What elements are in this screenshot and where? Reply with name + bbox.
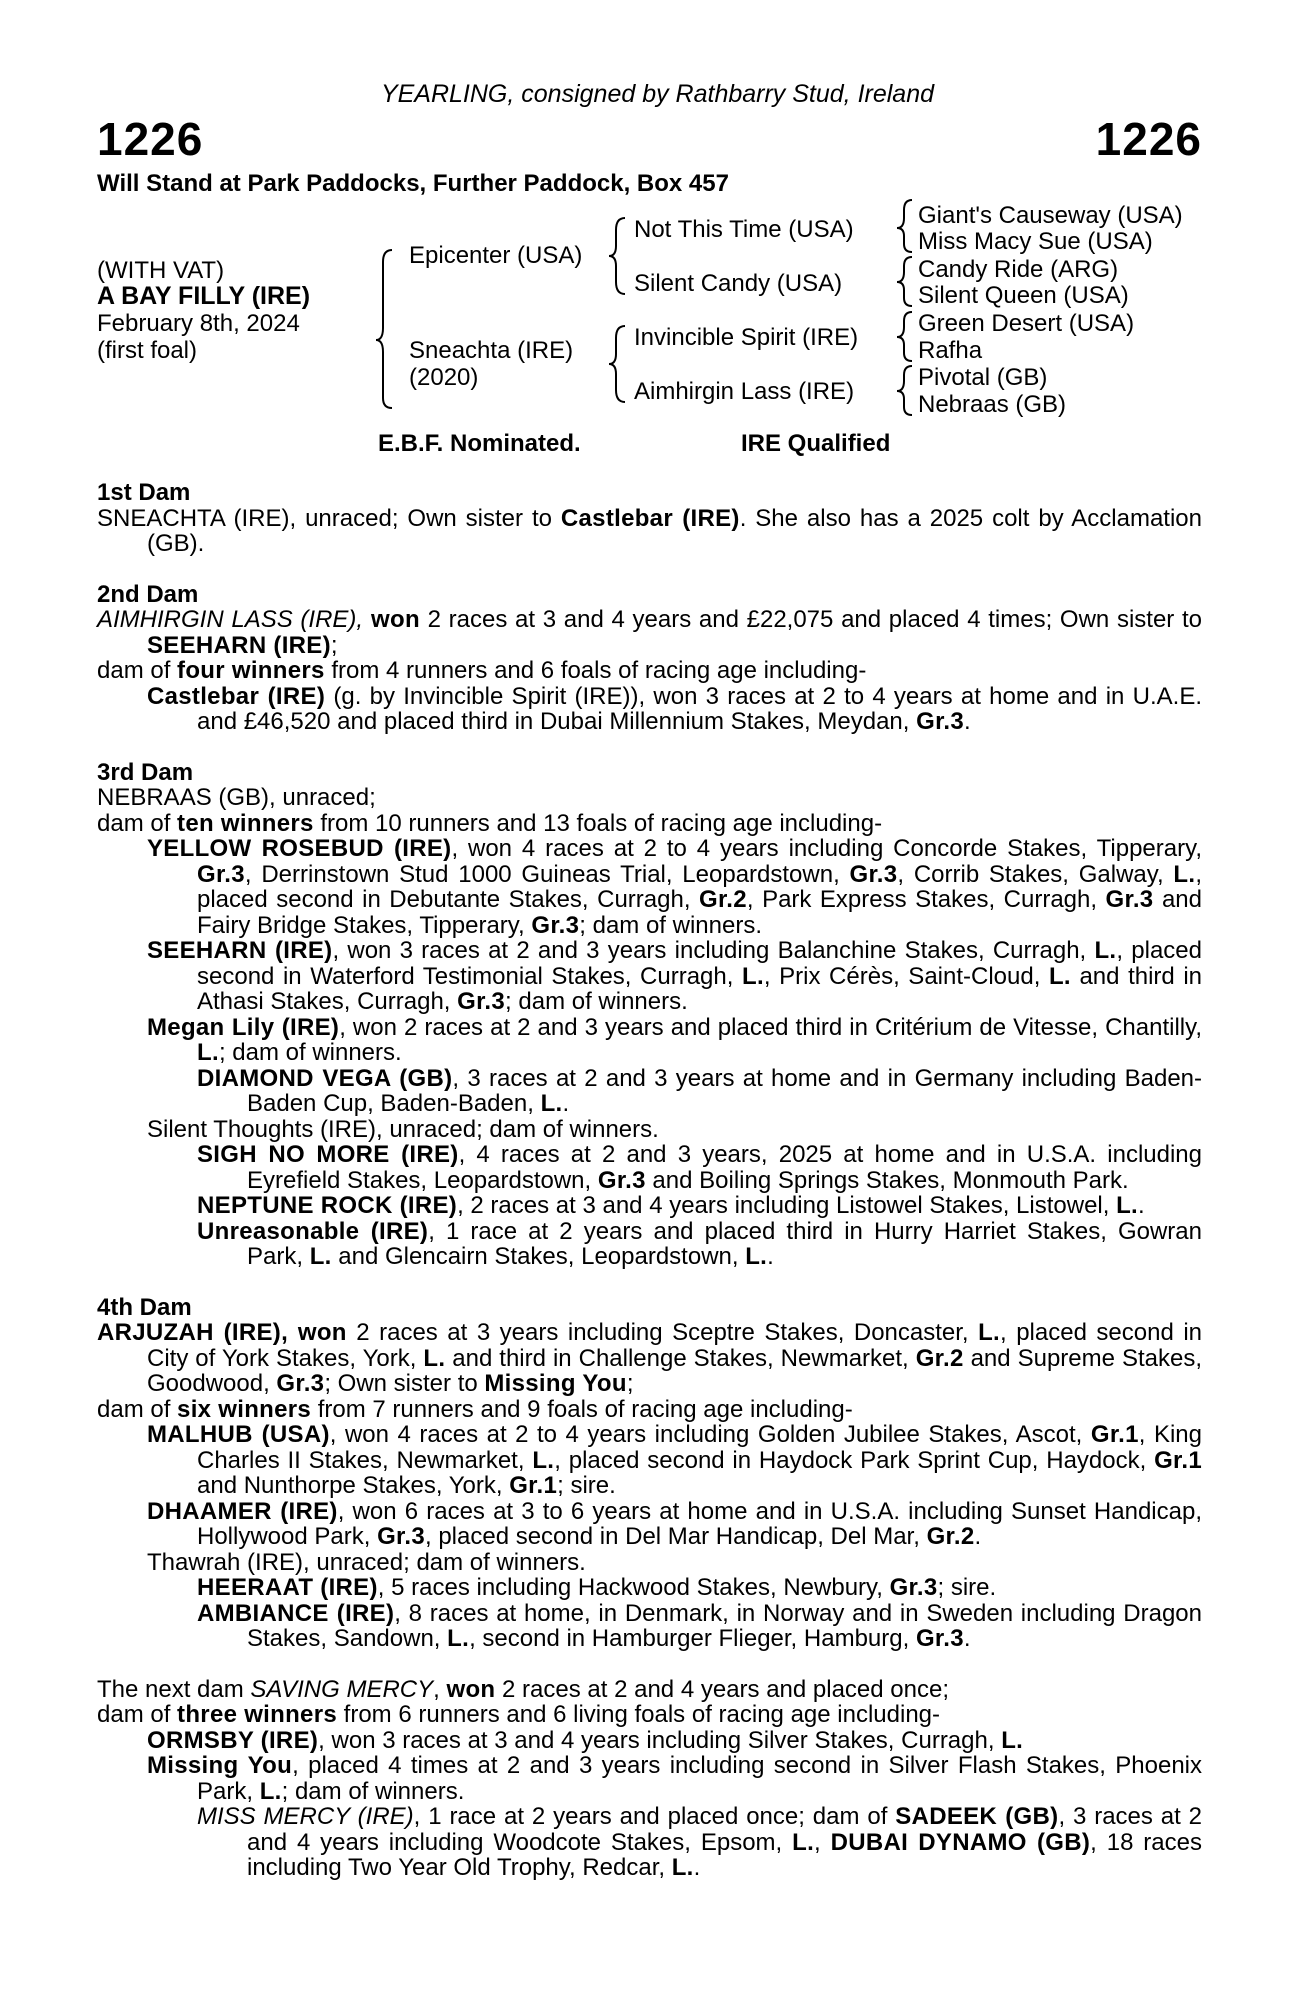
- third-dam-produce: dam of ten winners from 10 runners and 13 foals of racing age including-: [97, 809, 883, 837]
- produce-ormsby: ORMSBY (IRE), won 3 races at 3 and 4 years including Silver Stakes, Curragh, L.: [147, 1726, 1024, 1754]
- pedigree-sire: Epicenter (USA): [409, 242, 583, 269]
- third-dam-text: NEBRAAS (GB), unraced;: [97, 784, 376, 811]
- fourth-dam-text: ARJUZAH (IRE), won 2 races at 3 years including Sceptre Stakes, Doncaster, L., placed second in City of York Stakes, York, L. and third in Challenge Stakes, Newmarket, Gr.2 and Supreme Stakes, Goodwood, Gr.3; Own sister to Missing You;: [97, 1319, 1203, 1397]
- next-dam-text: The next dam SAVING MERCY, won 2 races at 2 and 4 years and placed once;: [97, 1675, 950, 1703]
- next-dam-section: [97, 1677, 1202, 1881]
- vat-note: (WITH VAT): [97, 257, 225, 284]
- produce-castlebar: Castlebar (IRE) (g. by Invincible Spirit (IRE)), won 3 races at 2 to 4 years at home and in U.A.E. and £46,520 and placed third in Dubai Millennium Stakes, Meydan, Gr.3.: [147, 682, 1203, 735]
- pedigree-sdd: Silent Queen (USA): [918, 282, 1129, 309]
- first-dam-heading: 1st Dam: [97, 479, 191, 506]
- pedigree-dsd: Rafha: [918, 337, 983, 364]
- second-dam-heading: 2nd Dam: [97, 580, 199, 608]
- horse-name: A BAY FILLY (IRE): [97, 282, 311, 310]
- produce-seeharn: SEEHARN (IRE), won 3 races at 2 and 3 years including Balanchine Stakes, Curragh, L., placed second in Waterford Testimonial Stakes, Curragh, L., Prix Cérès, Saint-Cloud, L. and third in Athasi Stakes, Curragh, Gr.3; dam of winners.: [147, 937, 1203, 1015]
- ire-qualified: IRE Qualified: [741, 430, 891, 457]
- produce-dhaamer: DHAAMER (IRE), won 6 races at 3 to 6 years at home and in U.S.A. including Sunset Handicap, Hollywood Park, Gr.3, placed second in Del Mar Handicap, Del Mar, Gr.2.: [147, 1497, 1202, 1550]
- produce-diamond-vega: DIAMOND VEGA (GB), 3 races at 2 and 3 years at home and in Germany including Baden-Baden Cup, Baden-Baden, L..: [197, 1064, 1203, 1117]
- pedigree-sds: Candy Ride (ARG): [918, 256, 1119, 283]
- pedigree-dam-year: (2020): [409, 364, 479, 391]
- fourth-dam-heading: 4th Dam: [97, 1293, 192, 1321]
- fourth-dam-produce: dam of six winners from 7 runners and 9 foals of racing age including-: [97, 1395, 853, 1423]
- stand-info: Will Stand at Park Paddocks, Further Paddock, Box 457: [97, 170, 729, 197]
- horse-note: (first foal): [97, 337, 198, 364]
- third-dam-section: [97, 760, 1202, 1270]
- pedigree-dam: Sneachta (IRE): [409, 337, 574, 364]
- produce-neptune-rock: NEPTUNE ROCK (IRE), 2 races at 3 and 4 years including Listowel Stakes, Listowel, L..: [197, 1192, 1145, 1219]
- produce-yellow-rosebud: YELLOW ROSEBUD (IRE), won 4 races at 2 to 4 years including Concorde Stakes, Tipperary, Gr.3, Derrinstown Stud 1000 Guineas Trial, Leopardstown, Gr.3, Corrib Stakes, Galway, L., placed second in Debutante Stakes, Curragh, Gr.2, Park Express Stakes, Curragh, Gr.3 and Fairy Bridge Stakes, Tipperary, Gr.3; dam of winners.: [147, 835, 1202, 939]
- produce-missing-you: Missing You, placed 4 times at 2 and 3 years including second in Silver Flash Stakes, Phoenix Park, L.; dam of winners.: [147, 1752, 1202, 1805]
- pedigree-dam-sire: Invincible Spirit (IRE): [634, 324, 859, 351]
- produce-heeraat: HEERAAT (IRE), 5 races including Hackwood Stakes, Newbury, Gr.3; sire.: [197, 1574, 997, 1601]
- catalogue-body: [97, 480, 1202, 1906]
- first-dam-text: SNEACHTA (IRE), unraced; Own sister to Castlebar (IRE). She also has a 2025 colt by Acclamation (GB).: [97, 504, 1203, 557]
- pedigree-dss: Green Desert (USA): [918, 310, 1135, 337]
- pedigree-dam-dam: Aimhirgin Lass (IRE): [634, 378, 855, 405]
- pedigree-sss: Giant's Causeway (USA): [918, 202, 1183, 229]
- produce-unreasonable: Unreasonable (IRE), 1 race at 2 years and placed third in Hurry Harriet Stakes, Gowran Park, L. and Glencairn Stakes, Leopardstown, L..: [197, 1217, 1202, 1270]
- sale-subtitle: YEARLING, consigned by Rathbarry Stud, Ireland: [380, 80, 935, 108]
- third-dam-heading: 3rd Dam: [97, 758, 194, 786]
- pedigree-sire-dam: Silent Candy (USA): [634, 270, 843, 297]
- ebf-nominated: E.B.F. Nominated.: [378, 430, 581, 457]
- produce-thawrah: Thawrah (IRE), unraced; dam of winners.: [147, 1548, 586, 1576]
- pedigree-ddd: Nebraas (GB): [918, 391, 1067, 418]
- horse-dob: February 8th, 2024: [97, 310, 300, 337]
- produce-silent-thoughts: Silent Thoughts (IRE), unraced; dam of winners.: [147, 1115, 659, 1143]
- produce-sigh-no-more: SIGH NO MORE (IRE), 4 races at 2 and 3 years, 2025 at home and in U.S.A. including Eyrefield Stakes, Leopardstown, Gr.3 and Boiling Springs Stakes, Monmouth Park.: [197, 1141, 1202, 1194]
- second-dam-produce: dam of four winners from 4 runners and 6 foals of racing age including-: [97, 657, 867, 684]
- produce-megan-lily: Megan Lily (IRE), won 2 races at 2 and 3 years and placed third in Critérium de Vitesse, Chantilly, L.; dam of winners.: [147, 1013, 1202, 1066]
- pedigree-dds: Pivotal (GB): [918, 364, 1048, 391]
- produce-ambiance: AMBIANCE (IRE), 8 races at home, in Denmark, in Norway and in Sweden including Dragon Stakes, Sandown, L., second in Hamburger Flieger, Hamburg, Gr.3.: [197, 1599, 1202, 1652]
- next-dam-produce: dam of three winners from 6 runners and 6 living foals of racing age including-: [97, 1701, 940, 1728]
- second-dam-section: [97, 582, 1202, 735]
- produce-miss-mercy: MISS MERCY (IRE), 1 race at 2 years and placed once; dam of SADEEK (GB), 3 races at 2 and 4 years including Woodcote Stakes, Epsom, L., DUBAI DYNAMO (GB), 18 races including Two Year Old Trophy, Redcar, L..: [197, 1803, 1203, 1881]
- first-dam-section: [97, 480, 1202, 557]
- produce-malhub: MALHUB (USA), won 4 races at 2 to 4 years including Golden Jubilee Stakes, Ascot, Gr.1, King Charles II Stakes, Newmarket, L., placed second in Haydock Park Sprint Cup, Haydock, Gr.1 and Nunthorpe Stakes, York, Gr.1; sire.: [147, 1421, 1202, 1499]
- pedigree-ssd: Miss Macy Sue (USA): [918, 228, 1153, 255]
- fourth-dam-section: [97, 1295, 1202, 1652]
- second-dam-text: AIMHIRGIN LASS (IRE), won 2 races at 3 and 4 years and £22,075 and placed 4 times; Own sister to SEEHARN (IRE);: [97, 606, 1202, 659]
- lot-number-right: 1226: [1095, 113, 1202, 165]
- lot-number-left: 1226: [97, 113, 204, 165]
- pedigree-sire-sire: Not This Time (USA): [634, 216, 854, 243]
